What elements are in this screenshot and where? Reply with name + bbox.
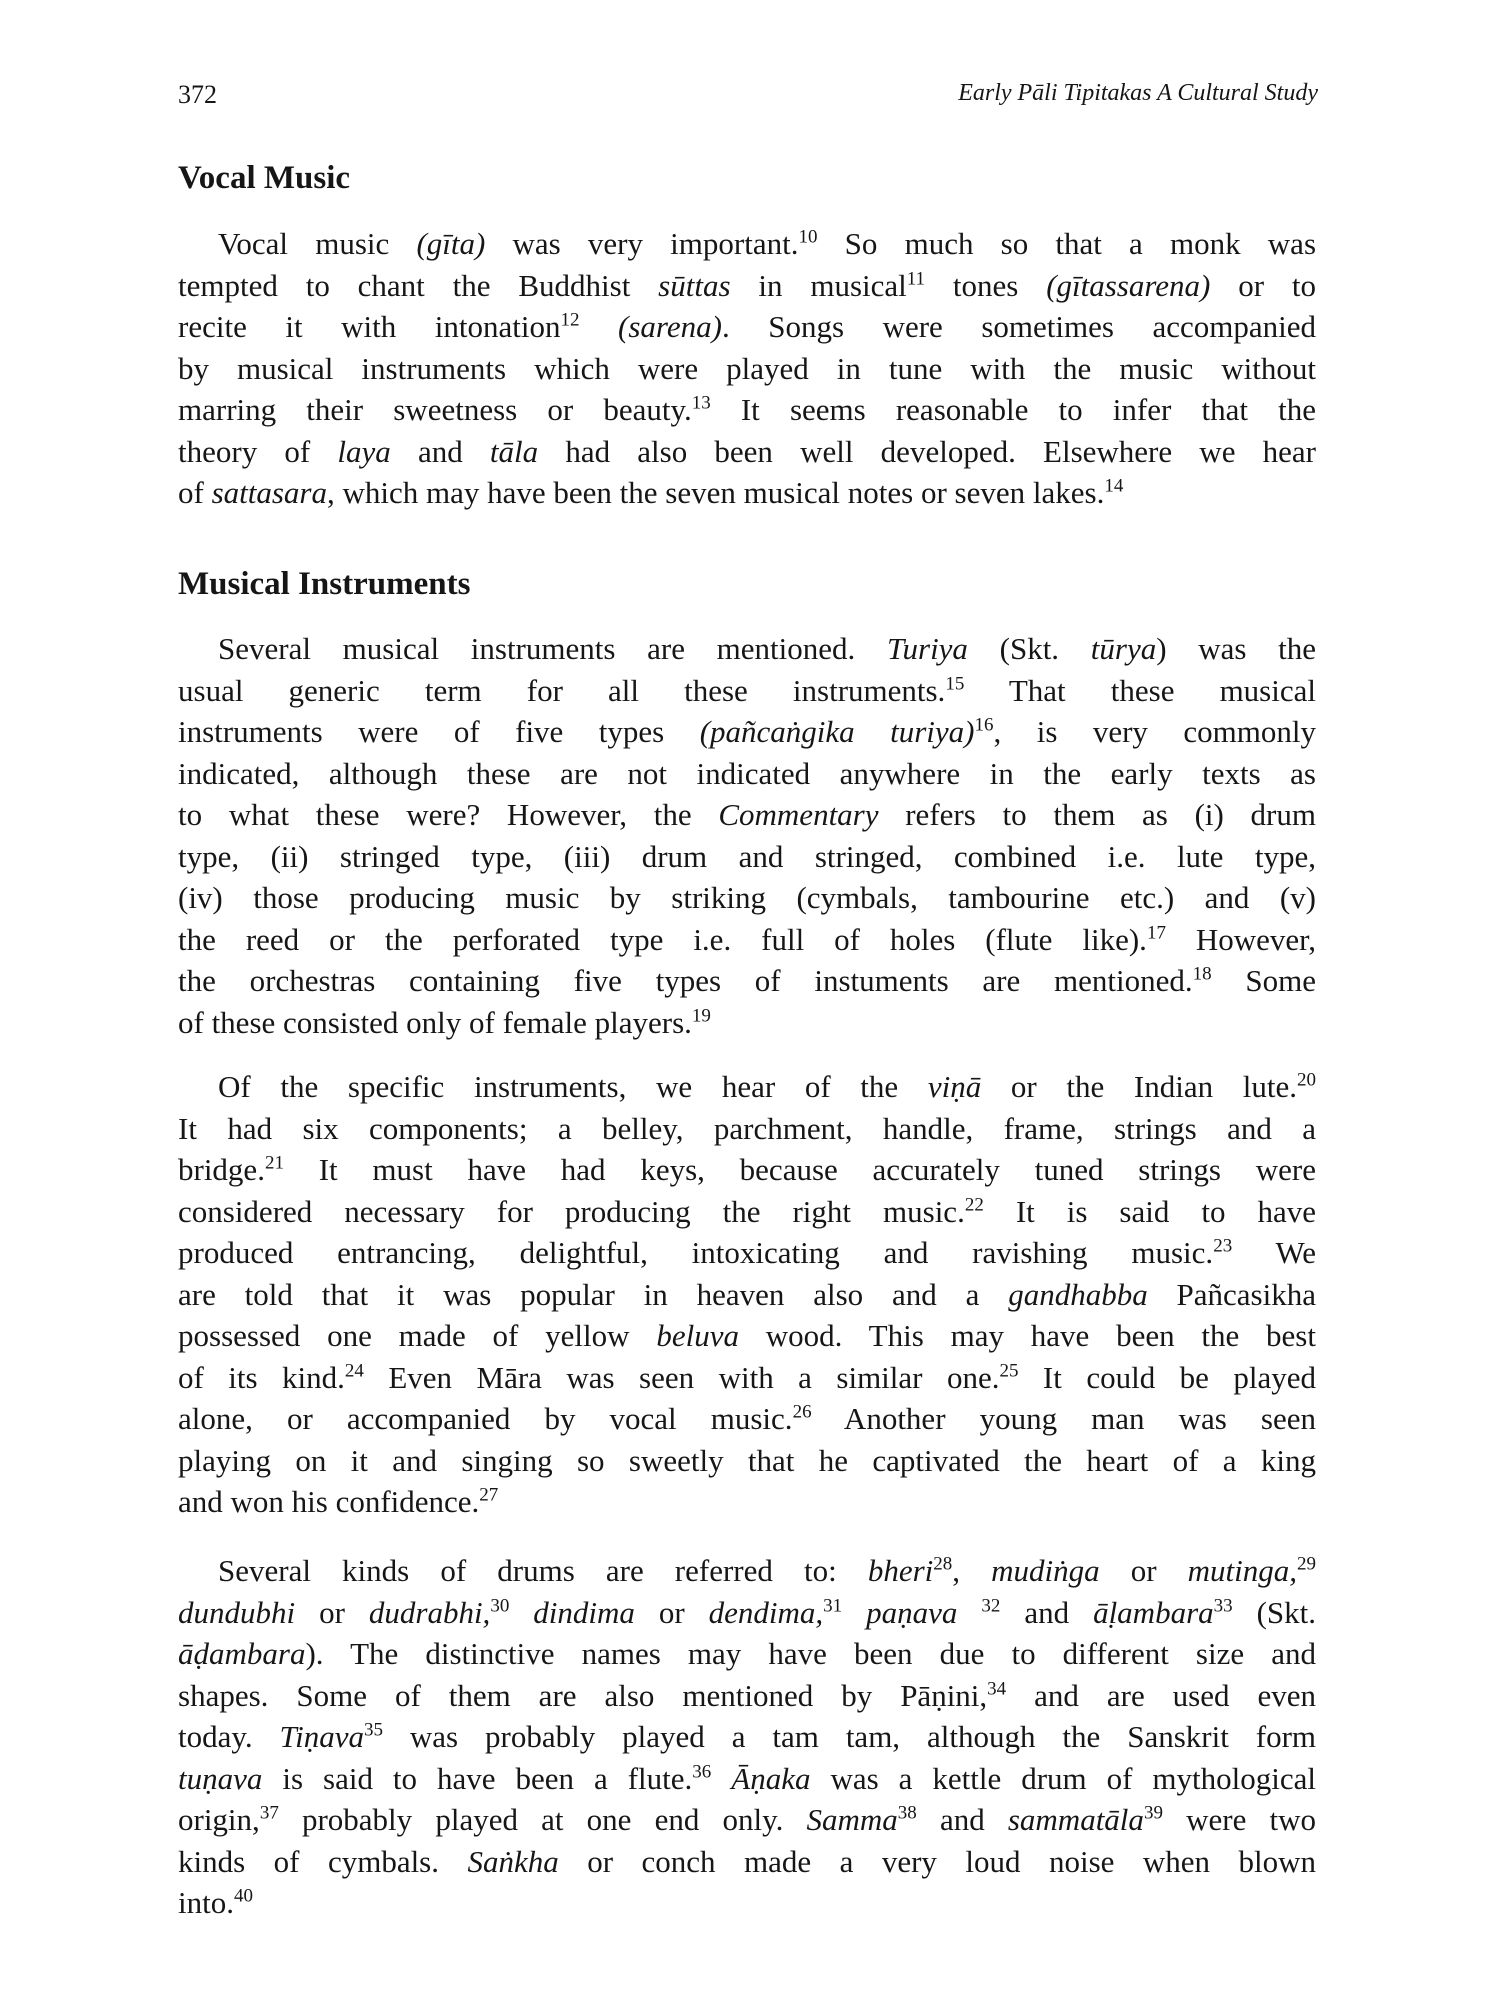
text-run: shapes. Some of them are also mentioned by Pāṇini, bbox=[178, 1677, 988, 1713]
text-line bbox=[178, 1758, 1316, 1800]
italic-term: viṇā bbox=[927, 1069, 982, 1104]
italic-term: sattasara bbox=[211, 475, 327, 510]
paragraph bbox=[178, 628, 1316, 1043]
footnote-ref: 16 bbox=[974, 714, 994, 736]
italic-term: sūttas bbox=[658, 267, 731, 303]
text-run: marring their sweetness or beauty. bbox=[178, 392, 692, 427]
text-run: , bbox=[952, 1553, 992, 1588]
italic-term: tūrya bbox=[1090, 631, 1157, 666]
footnote-ref: 39 bbox=[1143, 1802, 1163, 1824]
text-run: had also been well developed. Elsewhere we hear bbox=[538, 433, 1316, 469]
text-line bbox=[178, 836, 1316, 878]
text-run: That these musical bbox=[964, 672, 1316, 708]
text-run: It is said to have bbox=[983, 1193, 1317, 1229]
text-line bbox=[178, 919, 1316, 961]
italic-term: (gītassarena) bbox=[1046, 267, 1211, 303]
text-run: Some bbox=[1211, 963, 1316, 998]
footnote-ref: 22 bbox=[964, 1194, 984, 1216]
footnote-ref: 36 bbox=[692, 1761, 712, 1783]
italic-term: āḍambara bbox=[178, 1636, 306, 1671]
text-run: It must have had keys, because accurately tuned strings were bbox=[283, 1152, 1316, 1187]
text-run: playing on it and singing so sweetly that he captivated the heart of a king bbox=[178, 1442, 1316, 1478]
text-run: We bbox=[1232, 1235, 1316, 1270]
text-line bbox=[178, 1633, 1316, 1675]
text-line bbox=[178, 1191, 1316, 1233]
footnote-ref: 24 bbox=[344, 1360, 364, 1382]
text-line bbox=[178, 1149, 1316, 1191]
text-run: Several musical instruments are mentioned. bbox=[218, 631, 887, 666]
paragraph bbox=[178, 1066, 1316, 1523]
text-line bbox=[178, 960, 1316, 1002]
italic-term: dundubhi bbox=[178, 1594, 296, 1630]
italic-term: beluva bbox=[656, 1318, 739, 1353]
footnote-ref: 35 bbox=[363, 1719, 383, 1741]
footnote-ref: 40 bbox=[233, 1885, 253, 1907]
text-line bbox=[178, 1357, 1316, 1399]
italic-term: āḷambara bbox=[1093, 1594, 1214, 1630]
text-line bbox=[178, 1274, 1316, 1316]
section-title-vocal-music: Vocal Music bbox=[178, 160, 351, 196]
text-run: possessed one made of yellow bbox=[178, 1318, 657, 1353]
text-line bbox=[178, 1002, 1316, 1044]
italic-term: (pañcaṅgika turiya) bbox=[699, 714, 975, 749]
book-page bbox=[178, 0, 1328, 2000]
text-run: alone, or accompanied by vocal music. bbox=[178, 1401, 793, 1436]
text-line bbox=[178, 1882, 1316, 1924]
text-run: Of the specific instruments, we hear of the bbox=[218, 1069, 928, 1104]
text-line bbox=[178, 711, 1316, 753]
text-run: or bbox=[1099, 1553, 1188, 1588]
footnote-ref: 33 bbox=[1213, 1595, 1233, 1617]
footnote-ref: 13 bbox=[691, 392, 711, 414]
text-run bbox=[580, 309, 619, 344]
text-line bbox=[178, 348, 1316, 390]
text-line bbox=[178, 1398, 1316, 1440]
italic-term: Tiṇava bbox=[279, 1719, 364, 1754]
italic-term: (sarena) bbox=[618, 309, 722, 344]
text-run: were two bbox=[1162, 1802, 1316, 1837]
paragraph bbox=[178, 223, 1316, 514]
footnote-ref: 27 bbox=[479, 1484, 499, 1506]
italic-term: tuṇava bbox=[178, 1760, 263, 1796]
italic-term: laya bbox=[337, 433, 391, 469]
italic-term: mutinga, bbox=[1187, 1553, 1298, 1588]
text-run: produced entrancing, delightful, intoxicating and ravishing music. bbox=[178, 1235, 1214, 1270]
text-run: and won his confidence. bbox=[178, 1484, 480, 1519]
text-run: or bbox=[295, 1594, 369, 1630]
text-run: was probably played a tam tam, although the Sanskrit form bbox=[382, 1719, 1317, 1754]
italic-term: dindima bbox=[533, 1594, 635, 1630]
text-line bbox=[178, 1232, 1316, 1274]
text-run: Even Māra was seen with a similar one. bbox=[363, 1359, 1000, 1395]
text-line bbox=[178, 1799, 1316, 1841]
text-run: . Songs were sometimes accompanied bbox=[721, 309, 1316, 344]
text-run: or bbox=[634, 1594, 709, 1630]
text-run: are told that it was popular in heaven also and a bbox=[178, 1276, 1009, 1312]
text-run: , is very commonly bbox=[993, 714, 1316, 749]
text-run: the orchestras containing five types of instuments are mentioned. bbox=[178, 963, 1193, 998]
footnote-ref: 38 bbox=[897, 1802, 917, 1824]
text-run: It seems reasonable to infer that the bbox=[710, 392, 1316, 427]
footnote-ref: 28 bbox=[933, 1553, 953, 1575]
text-run: into. bbox=[178, 1885, 234, 1920]
text-line bbox=[178, 1481, 1316, 1523]
text-run: type, (ii) stringed type, (iii) drum and stringed, combined i.e. lute type, bbox=[178, 838, 1316, 874]
text-run: usual generic term for all these instruments. bbox=[178, 672, 946, 708]
text-run: is said to have been a flute. bbox=[262, 1760, 693, 1796]
footnote-ref: 15 bbox=[945, 673, 965, 695]
footnote-ref: 37 bbox=[259, 1802, 279, 1824]
text-line bbox=[178, 1675, 1316, 1717]
text-line bbox=[178, 877, 1316, 919]
text-line bbox=[178, 1440, 1316, 1482]
text-run: probably played at one end only. bbox=[278, 1802, 807, 1837]
text-run: and bbox=[390, 433, 490, 469]
text-line bbox=[178, 670, 1316, 712]
text-line bbox=[178, 265, 1316, 307]
text-run: by musical instruments which were played in tune with the music without bbox=[178, 350, 1316, 386]
footnote-ref: 14 bbox=[1104, 475, 1124, 497]
text-run bbox=[711, 1761, 731, 1796]
text-run: However, bbox=[1165, 921, 1317, 957]
text-line bbox=[178, 1315, 1316, 1357]
section-title-musical-instruments: Musical Instruments bbox=[178, 566, 471, 602]
text-run: tempted to chant the Buddhist bbox=[178, 267, 659, 303]
text-run: today. bbox=[178, 1719, 280, 1754]
running-title: Early Pāli Tipitakas A Cultural Study bbox=[958, 80, 1318, 106]
text-run: or the Indian lute. bbox=[981, 1069, 1297, 1104]
text-line bbox=[178, 389, 1316, 431]
text-run: Pañcasikha bbox=[1147, 1276, 1316, 1312]
italic-term: tāla bbox=[489, 433, 539, 469]
text-run: It had six components; a belley, parchment, handle, frame, strings and a bbox=[178, 1110, 1316, 1146]
footnote-ref: 12 bbox=[560, 309, 580, 331]
text-run bbox=[842, 1595, 866, 1630]
paragraph bbox=[178, 1550, 1316, 1924]
text-run: refers to them as (i) drum bbox=[878, 797, 1316, 832]
footnote-ref: 26 bbox=[792, 1401, 812, 1423]
italic-term: bheri bbox=[867, 1553, 934, 1588]
text-run: So much so that a monk was bbox=[817, 226, 1317, 261]
text-run: (iv) those producing music by striking (cymbals, tambourine etc.) and (v) bbox=[178, 880, 1316, 915]
footnote-ref: 23 bbox=[1213, 1235, 1233, 1257]
text-line bbox=[178, 431, 1316, 473]
italic-term: (gīta) bbox=[416, 226, 486, 261]
text-run: tones bbox=[925, 267, 1047, 303]
footnote-ref: 18 bbox=[1192, 963, 1212, 985]
italic-term: Turiya bbox=[886, 631, 968, 666]
text-run: bridge. bbox=[178, 1152, 265, 1187]
page-number: 372 bbox=[178, 80, 217, 109]
text-line bbox=[178, 794, 1316, 836]
text-run: of bbox=[178, 475, 212, 510]
text-run: or conch made a very loud noise when blown bbox=[558, 1843, 1317, 1879]
italic-term: Commentary bbox=[718, 797, 879, 832]
text-line bbox=[178, 1592, 1316, 1634]
italic-term: Āṇaka bbox=[731, 1760, 811, 1796]
italic-term: Samma bbox=[806, 1802, 898, 1837]
text-run: (Skt. bbox=[1232, 1594, 1317, 1630]
footnote-ref: 25 bbox=[999, 1360, 1019, 1382]
footnote-ref: 10 bbox=[798, 226, 818, 248]
footnote-ref: 32 bbox=[981, 1595, 1001, 1617]
text-run: It could be played bbox=[1018, 1359, 1317, 1395]
text-run: ). The distinctive names may have been due to different size and bbox=[305, 1636, 1316, 1671]
footnote-ref: 20 bbox=[1296, 1069, 1316, 1091]
text-run: and bbox=[916, 1802, 1008, 1837]
text-run bbox=[957, 1595, 981, 1630]
text-run: indicated, although these are not indicated anywhere in the early texts as bbox=[178, 755, 1316, 791]
text-run: in musical bbox=[730, 267, 907, 303]
text-run: was very important. bbox=[485, 226, 799, 261]
italic-term: Saṅkha bbox=[467, 1843, 559, 1879]
text-run: was a kettle drum of mythological bbox=[810, 1760, 1317, 1796]
text-run: Another young man was seen bbox=[811, 1401, 1316, 1436]
footnote-ref: 29 bbox=[1297, 1553, 1317, 1575]
text-run: instruments were of five types bbox=[178, 714, 700, 749]
italic-term: mudiṅga bbox=[991, 1553, 1100, 1588]
italic-term: gandhabba bbox=[1008, 1276, 1148, 1312]
italic-term: dendima, bbox=[708, 1594, 824, 1630]
text-run: of its kind. bbox=[178, 1359, 345, 1395]
italic-term: paṇava bbox=[866, 1594, 958, 1630]
text-run: Vocal music bbox=[218, 226, 417, 261]
text-line bbox=[178, 1550, 1316, 1592]
text-run: wood. This may have been the best bbox=[739, 1318, 1316, 1353]
text-line bbox=[178, 306, 1316, 348]
footnote-ref: 21 bbox=[264, 1152, 284, 1174]
text-run: or to bbox=[1210, 267, 1316, 303]
footnote-ref: 19 bbox=[691, 1005, 711, 1027]
italic-term: dudrabhi, bbox=[368, 1594, 491, 1630]
text-line bbox=[178, 1841, 1316, 1883]
text-run: Several kinds of drums are referred to: bbox=[218, 1553, 868, 1588]
text-run: to what these were? However, the bbox=[178, 797, 719, 832]
text-run: origin, bbox=[178, 1802, 260, 1837]
text-run: theory of bbox=[178, 433, 338, 469]
text-run: considered necessary for producing the right music. bbox=[178, 1193, 965, 1229]
text-run: the reed or the perforated type i.e. full of holes (flute like). bbox=[178, 921, 1147, 957]
text-line bbox=[178, 1066, 1316, 1108]
text-line bbox=[178, 753, 1316, 795]
text-run: recite it with intonation bbox=[178, 309, 561, 344]
footnote-ref: 34 bbox=[987, 1678, 1007, 1700]
text-run: (Skt. bbox=[967, 631, 1091, 666]
text-run bbox=[509, 1595, 533, 1630]
text-line bbox=[178, 628, 1316, 670]
text-run: kinds of cymbals. bbox=[178, 1843, 468, 1879]
text-run: and bbox=[1000, 1594, 1094, 1630]
text-line bbox=[178, 223, 1316, 265]
footnote-ref: 17 bbox=[1146, 922, 1166, 944]
text-run: of these consisted only of female players. bbox=[178, 1004, 692, 1040]
running-head bbox=[178, 80, 1328, 120]
text-line bbox=[178, 472, 1316, 514]
text-run: , which may have been the seven musical notes or seven lakes. bbox=[327, 475, 1105, 510]
text-run: ) was the bbox=[1156, 631, 1316, 666]
italic-term: sammatāla bbox=[1007, 1802, 1144, 1837]
text-line bbox=[178, 1716, 1316, 1758]
text-run: and are used even bbox=[1006, 1677, 1316, 1713]
footnote-ref: 31 bbox=[823, 1595, 843, 1617]
text-line bbox=[178, 1108, 1316, 1150]
footnote-ref: 11 bbox=[906, 268, 926, 290]
footnote-ref: 30 bbox=[490, 1595, 510, 1617]
